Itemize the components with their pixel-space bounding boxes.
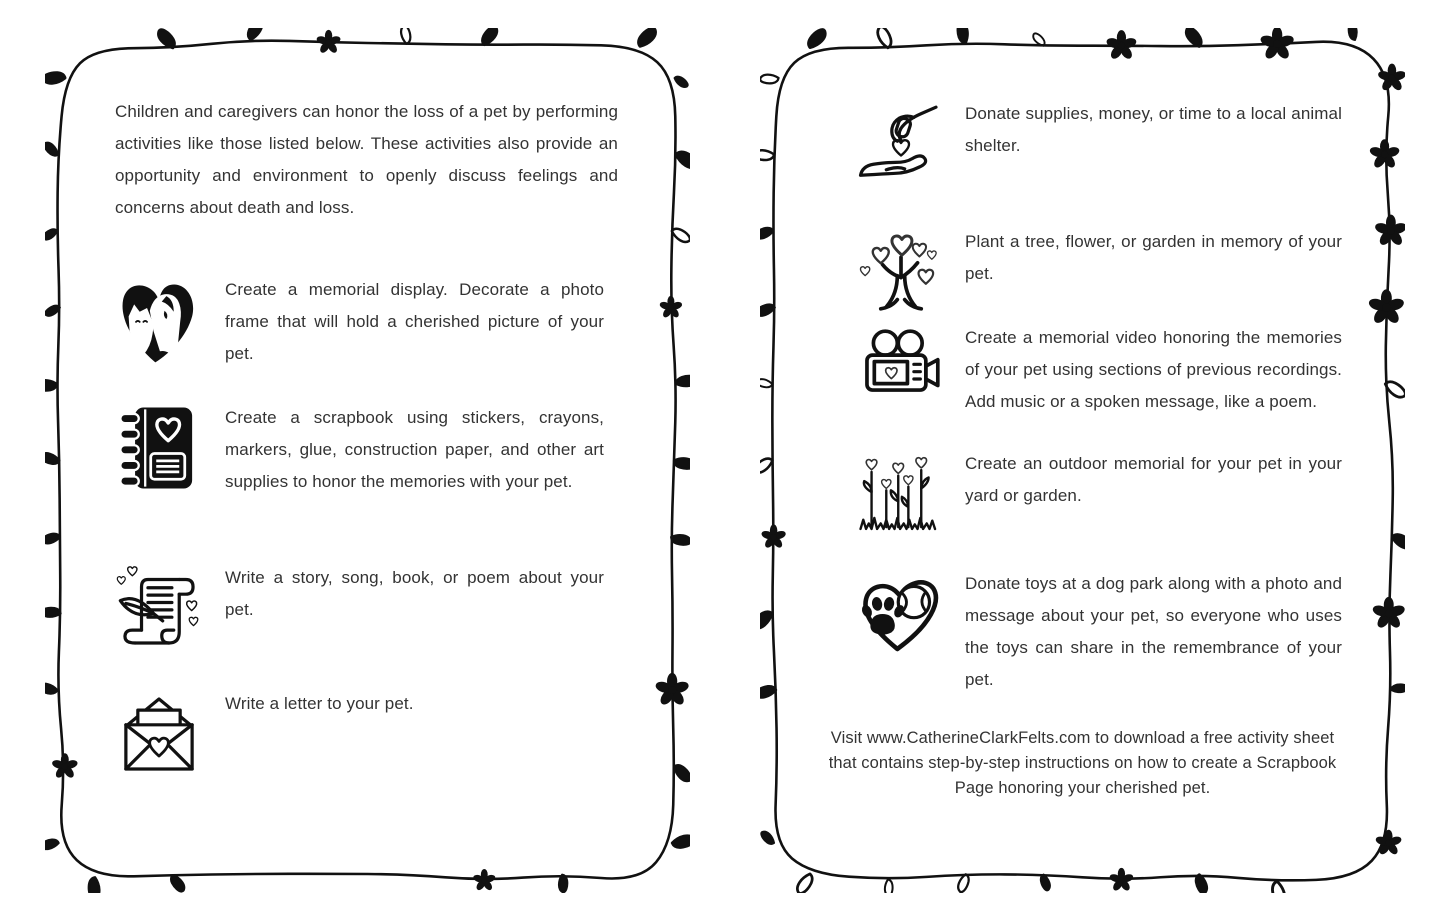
activity-text: Write a letter to your pet. [225,694,414,713]
activity-text: Create a memorial display. Decorate a photo frame that will hold a cherished picture of your pet. [225,280,604,363]
page-right [760,28,1405,893]
activity-text: Plant a tree, flower, or garden in memory of your pet. [965,232,1342,283]
scrapbook-heart-icon [113,402,205,494]
cat-dog-heart-icon [113,274,205,366]
activity-text: Write a story, song, book, or poem about your pet. [225,568,604,619]
activity-item-outdoor-memorial [760,448,1405,540]
page-left [45,28,690,893]
activity-item-plant-tree [760,226,1405,318]
activity-text: Donate toys at a dog park along with a photo and message about your pet, so everyone who uses the toys can share in the remembrance of your pet. [965,574,1342,689]
paw-heart-ball-icon [855,568,947,660]
intro-paragraph: Children and caregivers can honor the loss of a pet by performing activities like those listed below. These activities also provide an opportunity and environment to openly discuss feelings and concerns about death and loss. [115,102,618,217]
activity-item-memorial-display [45,274,690,370]
activity-text: Donate supplies, money, or time to a local animal shelter. [965,104,1342,155]
activity-item-write-story [45,562,690,654]
activity-item-donate-toys [760,568,1405,696]
activity-item-write-letter [45,688,690,780]
scroll-quill-hearts-icon [113,562,205,654]
activity-text: Create a scrapbook using stickers, crayons, markers, glue, construction paper, and other art supplies to honor the memories with your pet. [225,408,604,491]
footer-website-note: Visit www.CatherineClarkFelts.com to download a free activity sheet that contains step-by-step instructions on how to create a Scrapbook Page honoring your cherished pet. [828,729,1337,797]
video-camera-heart-icon [855,322,947,414]
activity-item-memorial-video [760,322,1405,418]
activity-text: Create an outdoor memorial for your pet in your yard or garden. [965,454,1342,505]
activity-item-scrapbook [45,402,690,498]
envelope-heart-icon [113,688,205,780]
activity-text: Create a memorial video honoring the memories of your pet using sections of previous recordings. Add music or a spoken message, like a poem. [965,328,1342,411]
hand-giving-heart-icon [855,98,947,190]
heart-tree-icon [855,226,947,318]
activity-item-donate-supplies [760,98,1405,190]
heart-flowers-icon [855,448,947,540]
